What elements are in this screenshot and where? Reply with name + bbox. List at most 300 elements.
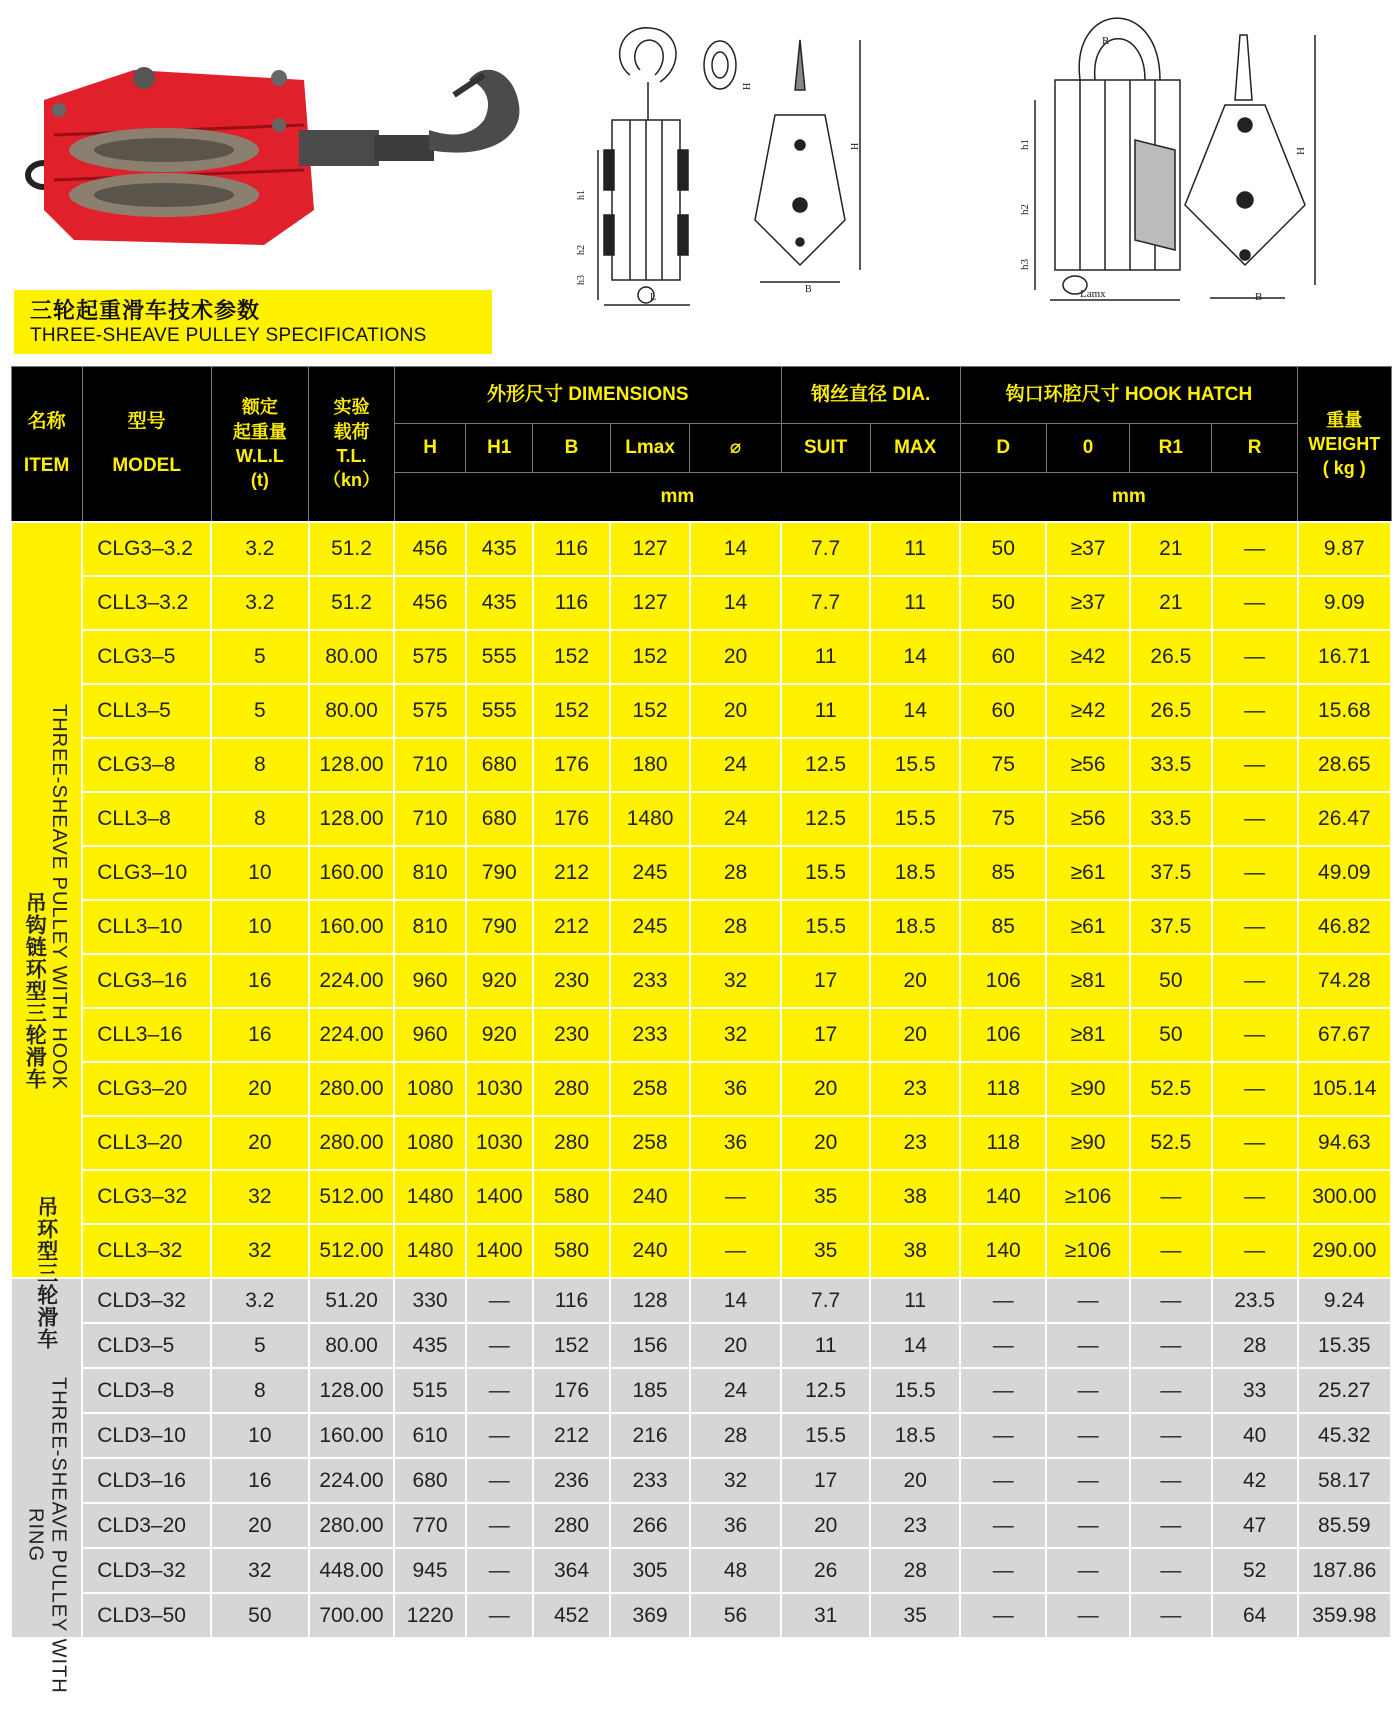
table-cell: 512.00 [309,1224,395,1278]
table-cell: 33 [1212,1368,1298,1413]
table-cell: 152 [533,684,611,738]
col-model [82,367,211,523]
table-cell: — [1130,1170,1212,1224]
col-wll-l4: (t) [250,470,269,491]
table-cell: 960 [394,954,465,1008]
table-cell: ≥106 [1046,1170,1130,1224]
table-cell: 16 [211,1008,308,1062]
col-r1: R1 [1130,424,1212,473]
table-cell: — [1212,684,1298,738]
table-cell: 128.00 [309,1368,395,1413]
table-cell: 300.00 [1298,1170,1391,1224]
table-cell: — [1130,1503,1212,1548]
dim-h-side: H [850,142,861,150]
table-cell: — [1130,1413,1212,1458]
table-cell: — [1212,1170,1298,1224]
table-cell: 21 [1130,522,1212,576]
table-cell: 50 [1130,1008,1212,1062]
col-r: R [1212,424,1298,473]
table-cell: 187.86 [1298,1548,1391,1593]
table-cell: — [960,1503,1046,1548]
table-cell: 280 [533,1062,611,1116]
table-cell: 16 [211,1458,308,1503]
table-cell: 50 [1130,954,1212,1008]
table-cell: 7.7 [781,576,870,630]
table-header [11,367,1391,523]
table-cell: 12.5 [781,1368,870,1413]
table-cell: 448.00 [309,1548,395,1593]
table-cell: 10 [211,846,308,900]
model-cell: CLD3–16 [82,1458,211,1503]
model-cell: CLD3–50 [82,1593,211,1638]
table-row [11,900,1391,954]
table-cell: 106 [960,1008,1046,1062]
table-cell: — [1212,900,1298,954]
table-cell: 212 [533,846,611,900]
table-cell: 118 [960,1062,1046,1116]
table-cell: 51.2 [309,522,395,576]
col-wll-l1: 额定 [241,397,278,418]
table-cell: 116 [533,522,611,576]
table-cell: 1080 [394,1062,465,1116]
table-cell: 28 [870,1548,960,1593]
table-cell: 94.63 [1298,1116,1391,1170]
spec-table-wrap [10,366,1392,1694]
table-row [11,1458,1391,1503]
table-cell: — [1212,1116,1298,1170]
table-cell: 50 [960,576,1046,630]
table-cell: 28 [690,1413,781,1458]
table-cell: — [466,1503,533,1548]
table-cell: 290.00 [1298,1224,1391,1278]
table-cell: 156 [610,1323,690,1368]
table-cell: 8 [211,1368,308,1413]
table-cell: — [960,1368,1046,1413]
table-row [11,954,1391,1008]
model-cell: CLG3–8 [82,738,211,792]
table-cell: 790 [466,846,533,900]
table-row [11,1323,1391,1368]
table-row [11,1548,1391,1593]
table-cell: 575 [394,684,465,738]
unit-mm-dimensions: mm [394,473,960,523]
table-cell: 224.00 [309,1458,395,1503]
table-cell: 945 [394,1548,465,1593]
table-cell: 555 [466,630,533,684]
table-cell: 7.7 [781,522,870,576]
table-cell: 15.5 [870,1368,960,1413]
table-cell: 330 [394,1278,465,1323]
table-cell: 23 [870,1503,960,1548]
col-weight-unit: ( kg ) [1322,458,1366,479]
table-cell: — [1046,1548,1130,1593]
table-cell: 85 [960,900,1046,954]
table-cell: 212 [533,900,611,954]
hook-group-cn: 吊钩链环型三轮滑车 [23,892,48,1091]
table-cell: — [1046,1368,1130,1413]
table-cell: ≥81 [1046,1008,1130,1062]
title-cn: 三轮起重滑车技术参数 [30,299,261,324]
table-cell: 36 [690,1116,781,1170]
table-cell: 216 [610,1413,690,1458]
model-cell: CLL3–10 [82,900,211,954]
table-cell: 20 [690,1323,781,1368]
table-cell: 35 [781,1224,870,1278]
table-cell: 305 [610,1548,690,1593]
table-cell: 31 [781,1593,870,1638]
table-row [11,792,1391,846]
table-cell: 26.47 [1298,792,1391,846]
dim-h3: h3 [576,275,587,285]
table-body [11,522,1391,1694]
table-cell: 116 [533,576,611,630]
table-cell: 452 [533,1593,611,1638]
table-cell: 1030 [466,1116,533,1170]
table-cell: 20 [211,1062,308,1116]
table-cell: ≥90 [1046,1116,1130,1170]
model-cell: CLG3–20 [82,1062,211,1116]
table-cell: 74.28 [1298,954,1391,1008]
table-cell: ≥42 [1046,684,1130,738]
col-b: B [533,424,611,473]
table-cell: 160.00 [309,1413,395,1458]
product-header [0,0,1396,360]
table-cell: 17 [781,954,870,1008]
table-cell: 50 [211,1593,308,1638]
table-cell: 1480 [394,1224,465,1278]
dim2-h2: h2 [1019,204,1031,215]
table-cell: 20 [870,954,960,1008]
col-lmax: Lmax [610,424,690,473]
table-cell: — [466,1458,533,1503]
table-cell: 9.24 [1298,1278,1391,1323]
dim2-lamx: Lamx [1080,288,1106,300]
table-row [11,1278,1391,1323]
table-cell: — [1212,1062,1298,1116]
table-row [11,1224,1391,1278]
col-tl [309,367,395,523]
table-cell: 25.27 [1298,1368,1391,1413]
table-cell: 21 [1130,576,1212,630]
table-cell: 245 [610,900,690,954]
table-cell: 11 [781,630,870,684]
table-row [11,1170,1391,1224]
col-wll [211,367,308,523]
table-cell: 35 [781,1170,870,1224]
table-cell: 20 [781,1116,870,1170]
dim2-b: B [1255,291,1263,303]
col-item-en: ITEM [23,455,70,476]
col-tl-l3: T.L. [336,446,367,466]
table-row [11,1008,1391,1062]
table-cell: 14 [870,684,960,738]
table-cell: 23.5 [1212,1278,1298,1323]
table-cell: 10 [211,1413,308,1458]
table-cell: ≥37 [1046,522,1130,576]
table-cell: 127 [610,522,690,576]
table-cell: 80.00 [309,630,395,684]
table-cell: 364 [533,1548,611,1593]
model-cell: CLG3–10 [82,846,211,900]
table-cell: 5 [211,684,308,738]
table-cell: — [960,1413,1046,1458]
spec-title-box [14,290,492,354]
table-cell: 20 [870,1008,960,1062]
table-cell: ≥61 [1046,900,1130,954]
table-cell: ≥56 [1046,792,1130,846]
table-cell: — [1212,792,1298,846]
table-cell: 810 [394,846,465,900]
table-cell: — [466,1413,533,1458]
table-cell: — [466,1323,533,1368]
dim2-h3: h3 [1019,259,1031,270]
model-cell: CLD3–32 [82,1278,211,1323]
table-cell: 32 [211,1170,308,1224]
table-cell: 15.68 [1298,684,1391,738]
table-cell: 46.82 [1298,900,1391,954]
dim-b: B [805,284,812,295]
table-cell: 15.5 [781,846,870,900]
table-cell: 1400 [466,1224,533,1278]
dim-h1: h1 [576,190,587,200]
table-cell: 5 [211,1323,308,1368]
col-h: H [394,424,465,473]
model-cell: CLG3–5 [82,630,211,684]
table-cell: 140 [960,1170,1046,1224]
table-cell: 42 [1212,1458,1298,1503]
table-cell: 26.5 [1130,630,1212,684]
table-cell: 1480 [394,1170,465,1224]
table-cell: 14 [870,630,960,684]
table-cell: 17 [781,1458,870,1503]
table-cell: 37.5 [1130,846,1212,900]
table-cell: 28.65 [1298,738,1391,792]
table-cell: — [1130,1593,1212,1638]
table-row [11,684,1391,738]
table-cell: 369 [610,1593,690,1638]
table-cell: ≥61 [1046,846,1130,900]
table-cell: 80.00 [309,684,395,738]
table-cell: 258 [610,1116,690,1170]
table-cell: 15.5 [870,738,960,792]
col-tl-l2: 载荷 [333,421,370,442]
table-cell: 18.5 [870,846,960,900]
table-cell: 16.71 [1298,630,1391,684]
table-cell: 233 [610,954,690,1008]
table-cell: 224.00 [309,954,395,1008]
table-cell: 15.5 [781,1413,870,1458]
col-weight-cn: 重量 [1326,409,1363,430]
table-row [11,1062,1391,1116]
table-cell: — [1130,1548,1212,1593]
table-cell: 9.87 [1298,522,1391,576]
table-cell: ≥37 [1046,576,1130,630]
dim2-h1: h1 [1019,139,1031,150]
model-cell: CLD3–8 [82,1368,211,1413]
table-cell: 8 [211,792,308,846]
table-cell: 245 [610,846,690,900]
table-cell: — [466,1368,533,1413]
table-row [11,1116,1391,1170]
model-cell: CLL3–5 [82,684,211,738]
table-cell: 1480 [610,792,690,846]
table-cell: — [690,1224,781,1278]
table-cell: 20 [870,1458,960,1503]
table-cell: 230 [533,1008,611,1062]
table-cell: 920 [466,1008,533,1062]
table-cell: 233 [610,1008,690,1062]
table-cell: 58.17 [1298,1458,1391,1503]
table-cell: 14 [690,1278,781,1323]
ring-group-label [11,1196,82,1694]
table-cell: — [1046,1278,1130,1323]
table-cell: 35 [870,1593,960,1638]
table-cell: 280.00 [309,1062,395,1116]
table-cell: 52.5 [1130,1116,1212,1170]
table-cell: 258 [610,1062,690,1116]
table-cell: 610 [394,1413,465,1458]
table-row [11,1593,1391,1638]
table-cell: 26 [781,1548,870,1593]
table-cell: — [1130,1323,1212,1368]
table-cell: 240 [610,1170,690,1224]
table-cell: 28 [690,900,781,954]
table-cell: — [690,1170,781,1224]
table-cell: 11 [870,1278,960,1323]
ring-pulley-drawing [1019,0,1390,330]
table-cell: 56 [690,1593,781,1638]
spec-table [10,366,1392,1694]
table-cell: 14 [690,522,781,576]
table-cell: — [1212,954,1298,1008]
table-cell: 24 [690,1368,781,1413]
table-cell: 32 [690,1008,781,1062]
model-cell: CLG3–16 [82,954,211,1008]
table-cell: 1220 [394,1593,465,1638]
table-cell: — [960,1458,1046,1503]
col-0: 0 [1046,424,1130,473]
table-cell: — [466,1548,533,1593]
table-cell: — [1130,1278,1212,1323]
table-cell: 710 [394,792,465,846]
model-cell: CLL3–20 [82,1116,211,1170]
table-cell: 152 [533,1323,611,1368]
table-cell: 75 [960,738,1046,792]
table-row [11,630,1391,684]
table-cell: 12.5 [781,738,870,792]
table-cell: 960 [394,1008,465,1062]
table-cell: 580 [533,1170,611,1224]
table-cell: 38 [870,1224,960,1278]
table-cell: — [466,1593,533,1638]
col-tl-l1: 实验 [333,397,370,418]
table-cell: 37.5 [1130,900,1212,954]
table-cell: 810 [394,900,465,954]
table-cell: 435 [466,576,533,630]
table-cell: 17 [781,1008,870,1062]
col-item [11,367,82,523]
table-cell: 50 [960,522,1046,576]
table-cell: 128.00 [309,738,395,792]
table-cell: — [1212,630,1298,684]
table-cell: 233 [610,1458,690,1503]
group-dia: 钢丝直径 DIA. [781,367,960,424]
table-row [11,846,1391,900]
table-cell: 212 [533,1413,611,1458]
table-cell: 23 [870,1062,960,1116]
table-cell: 49.09 [1298,846,1391,900]
table-cell: 128 [610,1278,690,1323]
col-item-cn: 名称 [27,411,66,433]
table-cell: 118 [960,1116,1046,1170]
col-weight [1298,367,1391,523]
table-cell: 28 [690,846,781,900]
table-cell: 515 [394,1368,465,1413]
table-cell: 280.00 [309,1503,395,1548]
table-cell: 24 [690,738,781,792]
table-row [11,1413,1391,1458]
table-cell: 435 [394,1323,465,1368]
table-cell: 456 [394,522,465,576]
table-cell: 160.00 [309,900,395,954]
ring-group-cn: 吊环型三轮滑车 [34,1196,59,1350]
table-cell: 20 [690,684,781,738]
table-cell: 710 [394,738,465,792]
table-cell: 176 [533,792,611,846]
table-cell: 52 [1212,1548,1298,1593]
table-cell: 680 [466,792,533,846]
title-en: THREE-SHEAVE PULLEY SPECIFICATIONS [30,325,427,346]
table-cell: 9.09 [1298,576,1391,630]
table-cell: 75 [960,792,1046,846]
table-cell: 11 [781,684,870,738]
table-cell: 14 [870,1323,960,1368]
table-cell: 80.00 [309,1323,395,1368]
table-cell: 14 [690,576,781,630]
table-cell: — [1130,1368,1212,1413]
table-cell: — [1046,1458,1130,1503]
table-cell: 20 [690,630,781,684]
model-cell: CLG3–32 [82,1170,211,1224]
table-cell: 224.00 [309,1008,395,1062]
table-cell: 20 [211,1116,308,1170]
table-cell: 105.14 [1298,1062,1391,1116]
table-cell: 18.5 [870,900,960,954]
table-cell: — [1130,1458,1212,1503]
table-cell: — [1212,576,1298,630]
table-cell: 575 [394,630,465,684]
table-cell: — [1046,1503,1130,1548]
dim-h-small: H [742,82,753,90]
table-cell: — [1130,1224,1212,1278]
col-model-en: MODEL [112,455,181,476]
table-cell: 3.2 [211,522,308,576]
table-cell: 106 [960,954,1046,1008]
table-cell: 180 [610,738,690,792]
table-row [11,1368,1391,1413]
table-cell: 127 [610,576,690,630]
table-cell: 64 [1212,1593,1298,1638]
model-cell: CLL3–16 [82,1008,211,1062]
table-cell: 770 [394,1503,465,1548]
table-cell: 920 [466,954,533,1008]
table-cell: 152 [610,684,690,738]
table-cell: 18.5 [870,1413,960,1458]
table-cell: 36 [690,1062,781,1116]
table-cell: 7.7 [781,1278,870,1323]
model-cell: CLL3–32 [82,1224,211,1278]
table-cell: ≥42 [1046,630,1130,684]
